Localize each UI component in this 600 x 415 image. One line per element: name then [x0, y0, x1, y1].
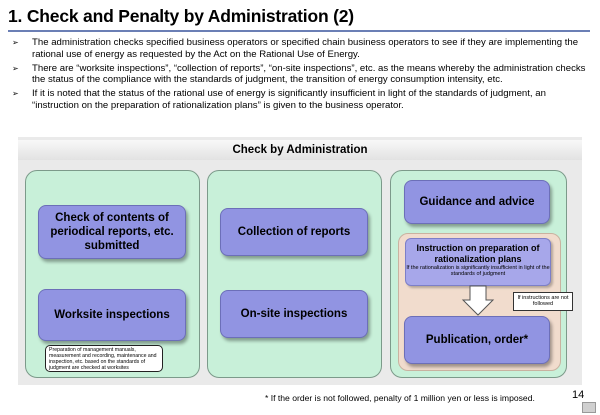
- worksite-inspections-box: Worksite inspections: [38, 289, 186, 341]
- instruction-title: Instruction on preparation of rationalization plans: [416, 243, 540, 264]
- instruction-condition: If the rationalization is significantly insufficient in light of the standards of judgment: [406, 265, 550, 278]
- arrow-bullet-icon: ➢: [12, 38, 19, 47]
- arrow-bullet-icon: ➢: [12, 63, 19, 73]
- bullet-item: [10, 88, 592, 111]
- title-rule: [8, 30, 590, 32]
- on-site-inspections-box: On-site inspections: [220, 290, 368, 338]
- bullet-text: The administration checks specified business operators or specified chain business operators to see if they are implementing the rational use of energy as requested by the Act on the Rational Use of Energy.: [32, 37, 579, 60]
- publication-order-box: Publication, order*: [404, 316, 550, 364]
- worksite-note: Preparation of management manuals, measurement and recording, maintenance and inspection, etc. based on the standards of judgment are checked at worksites: [45, 345, 163, 372]
- periodical-reports-box: Check of contents of periodical reports, etc. submitted: [38, 205, 186, 259]
- page-title: 1. Check and Penalty by Administration (2): [8, 6, 354, 26]
- callout-not-followed: If instructions are not followed: [513, 292, 573, 311]
- arrow-bullet-icon: ➢: [12, 89, 19, 99]
- corner-mark: [582, 402, 596, 413]
- panel-header: Check by Administration: [18, 140, 582, 160]
- bullet-item: [10, 37, 592, 60]
- instruction-box: [405, 238, 551, 286]
- column-reports: [207, 170, 382, 378]
- collection-of-reports-box: Collection of reports: [220, 208, 368, 256]
- bullet-text: If it is noted that the status of the rational use of energy is significantly insufficient in light of the standards of judgment, an “instruction on the preparation of rationalization plans” is given to the business operator.: [32, 88, 546, 111]
- bullet-item: [10, 63, 592, 86]
- footnote: * If the order is not followed, penalty of 1 million yen or less is imposed.: [265, 393, 535, 403]
- bullet-text: There are “worksite inspections”, “collection of reports”, “on-site inspections”, etc. as the means whereby the administration checks the status of the compliance with the standards of judgment, the transition of energy consumption intensity, etc.: [32, 62, 586, 86]
- guidance-advice-box: Guidance and advice: [404, 180, 550, 224]
- down-arrow-icon: [462, 286, 494, 316]
- page-number: 14: [572, 389, 585, 401]
- bullet-list: [10, 37, 592, 114]
